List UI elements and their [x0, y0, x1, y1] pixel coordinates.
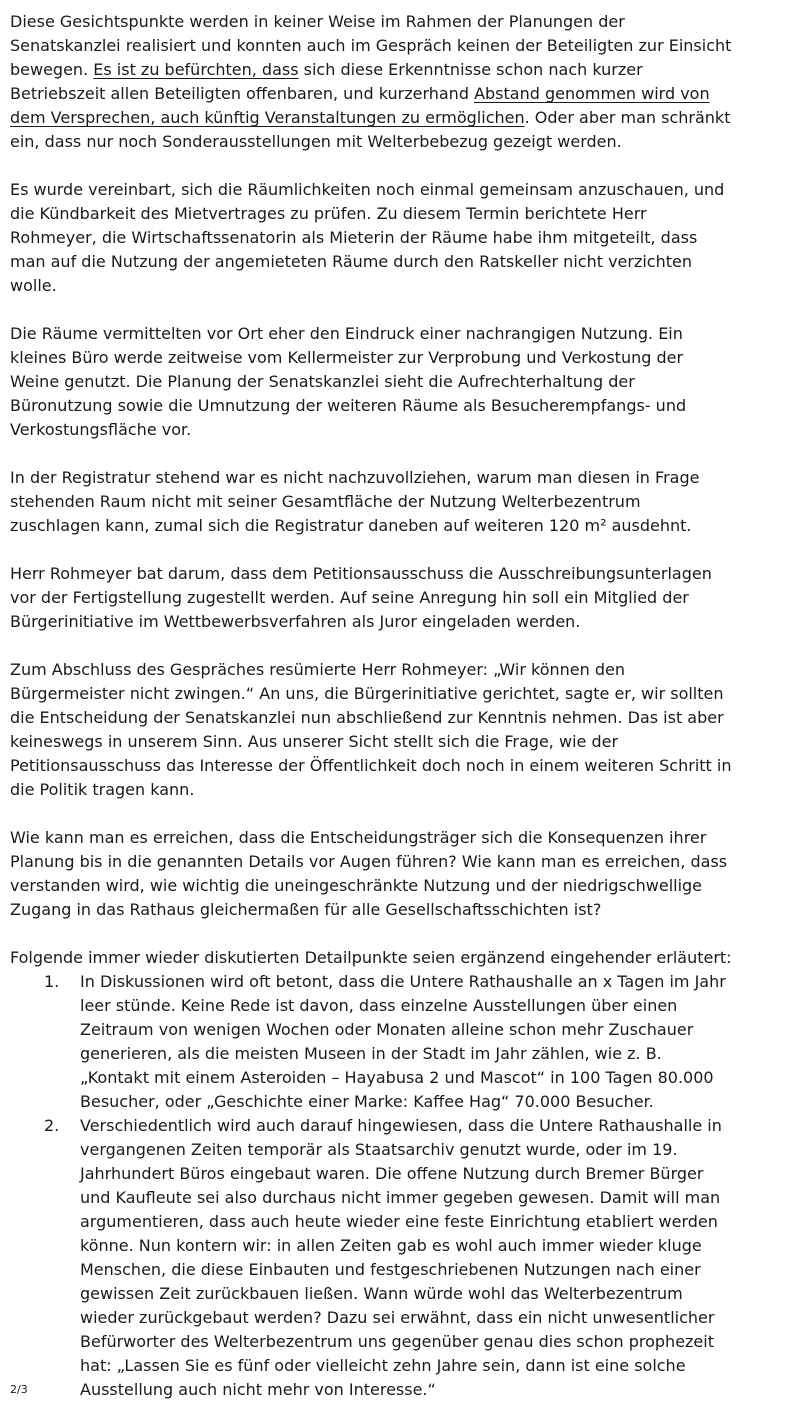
paragraph-1	[10, 10, 732, 154]
paragraph-2: Es wurde vereinbart, sich die Räumlichkeiten noch einmal gemeinsam anzuschauen, und die Kündbarkeit des Mietvertrages zu prüfen. Zu diesem Termin berichtete Herr Rohmeyer, die Wirtschaftssenatorin als Mieterin der Räume habe ihm mitgeteilt, dass man auf die Nutzung der angemieteten Räume durch den Ratskeller nicht verzichten wolle.	[10, 180, 725, 295]
document-page	[10, 10, 732, 1402]
list-item-number: 1.	[44, 972, 60, 991]
paragraph-6: Zum Abschluss des Gespräches resümierte Herr Rohmeyer: „Wir können den Bürgermeister nicht zwingen.“ An uns, die Bürgerinitiative gerichtet, sagte er, wir sollten die Entscheidung der Senatskanzlei nun abschließend zur Kenntnis nehmen. Das ist aber keineswegs in unserem Sinn. Aus unserer Sicht stellt sich die Frage, wie der Petitionsausschuss das Interesse der Öffentlichkeit doch noch in einem weiteren Schritt in die Politik tragen kann.	[10, 660, 732, 799]
underlined-phrase-1: Es ist zu befürchten, dass	[93, 60, 299, 79]
list-item-text: In Diskussionen wird oft betont, dass die Untere Rathaushalle an x Tagen im Jahr leer stünde. Keine Rede ist davon, dass einzelne Ausstellungen über einen Zeitraum von wenigen Wochen oder Monaten alleine schon mehr Zuschauer generieren, als die meisten Museen in der Stadt im Jahr zählen, wie z. B. „Kontakt mit einem Asteroiden – Hayabusa 2 und Mascot“ in 100 Tagen 80.000 Besucher, oder „Geschichte einer Marke: Kaffee Hag“ 70.000 Besucher.	[80, 972, 726, 1111]
page-number: 2/3	[10, 1383, 28, 1396]
detail-points-list	[10, 970, 732, 1402]
list-item	[10, 1114, 732, 1402]
paragraph-1-part-3: . Oder aber man schränkt ein, dass nur noch Sonderausstellungen mit Welterbebezug gezeigt werden.	[10, 108, 731, 151]
paragraph-1-part-2: sich diese Erkenntnisse schon nach kurzer Betriebszeit allen Beteiligten offenbaren, und kurzerhand	[10, 60, 643, 103]
paragraph-4: In der Registratur stehend war es nicht nachzuvollziehen, warum man diesen in Frage stehenden Raum nicht mit seiner Gesamtfläche der Nutzung Welterbezentrum zuschlagen kann, zumal sich die Registratur daneben auf weiteren 120 m² ausdehnt.	[10, 468, 700, 535]
paragraph-5: Herr Rohmeyer bat darum, dass dem Petitionsausschuss die Ausschreibungsunterlagen vor der Fertigstellung zugestellt werden. Auf seine Anregung hin soll ein Mitglied der Bürgerinitiative im Wettbewerbsverfahren als Juror eingeladen werden.	[10, 564, 712, 631]
paragraph-7: Wie kann man es erreichen, dass die Entscheidungsträger sich die Konsequenzen ihrer Planung bis in die genannten Details vor Augen führen? Wie kann man es erreichen, dass verstanden wird, wie wichtig die uneingeschränkte Nutzung und der niedrigschwellige Zugang in das Rathaus gleichermaßen für alle Gesellschaftsschichten ist?	[10, 828, 728, 919]
list-item-number: 2.	[44, 1116, 60, 1135]
list-item-text: Verschiedentlich wird auch darauf hingewiesen, dass die Untere Rathaushalle in vergangenen Zeiten temporär als Staatsarchiv genutzt wurde, oder im 19. Jahrhundert Büros eingebaut waren. Die offene Nutzung durch Bremer Bürger und Kaufleute sei also durchaus nicht immer gegeben gewesen. Damit will man argumentieren, dass auch heute wieder eine feste Einrichtung etabliert werden könne. Nun kontern wir: in allen Zeiten gab es wohl auch immer wieder kluge Menschen, die diese Einbauten und festgeschriebenen Nutzungen nach einer gewissen Zeit zurückbauen ließen. Wann würde wohl das Welterbezentrum wieder zurückgebaut werden? Dazu sei erwähnt, dass ein nicht unwesentlicher Befürworter des Welterbezentrum uns gegenüber genau dies schon prophezeit hat: „Lassen Sie es fünf oder vielleicht zehn Jahre sein, dann ist eine solche Ausstellung auch nicht mehr von Interesse.“	[80, 1116, 722, 1399]
paragraph-3: Die Räume vermittelten vor Ort eher den Eindruck einer nachrangigen Nutzung. Ein kleines Büro werde zeitweise vom Kellermeister zur Verprobung und Verkostung der Weine genutzt. Die Planung der Senatskanzlei sieht die Aufrechterhaltung der Büronutzung sowie die Umnutzung der weiteren Räume als Besucherempfangs- und Verkostungsfläche vor.	[10, 324, 687, 439]
paragraph-1-part-1: Diese Gesichtspunkte werden in keiner Weise im Rahmen der Planungen der Senatskanzlei realisiert und konnten auch im Gespräch keinen der Beteiligten zur Einsicht bewegen.	[10, 12, 732, 79]
list-intro: Folgende immer wieder diskutierten Detailpunkte seien ergänzend eingehender erläutert:	[10, 948, 732, 967]
underlined-phrase-2: Abstand genommen wird von dem Versprechen, auch künftig Veranstaltungen zu ermöglichen	[10, 84, 710, 127]
list-item	[10, 970, 732, 1114]
